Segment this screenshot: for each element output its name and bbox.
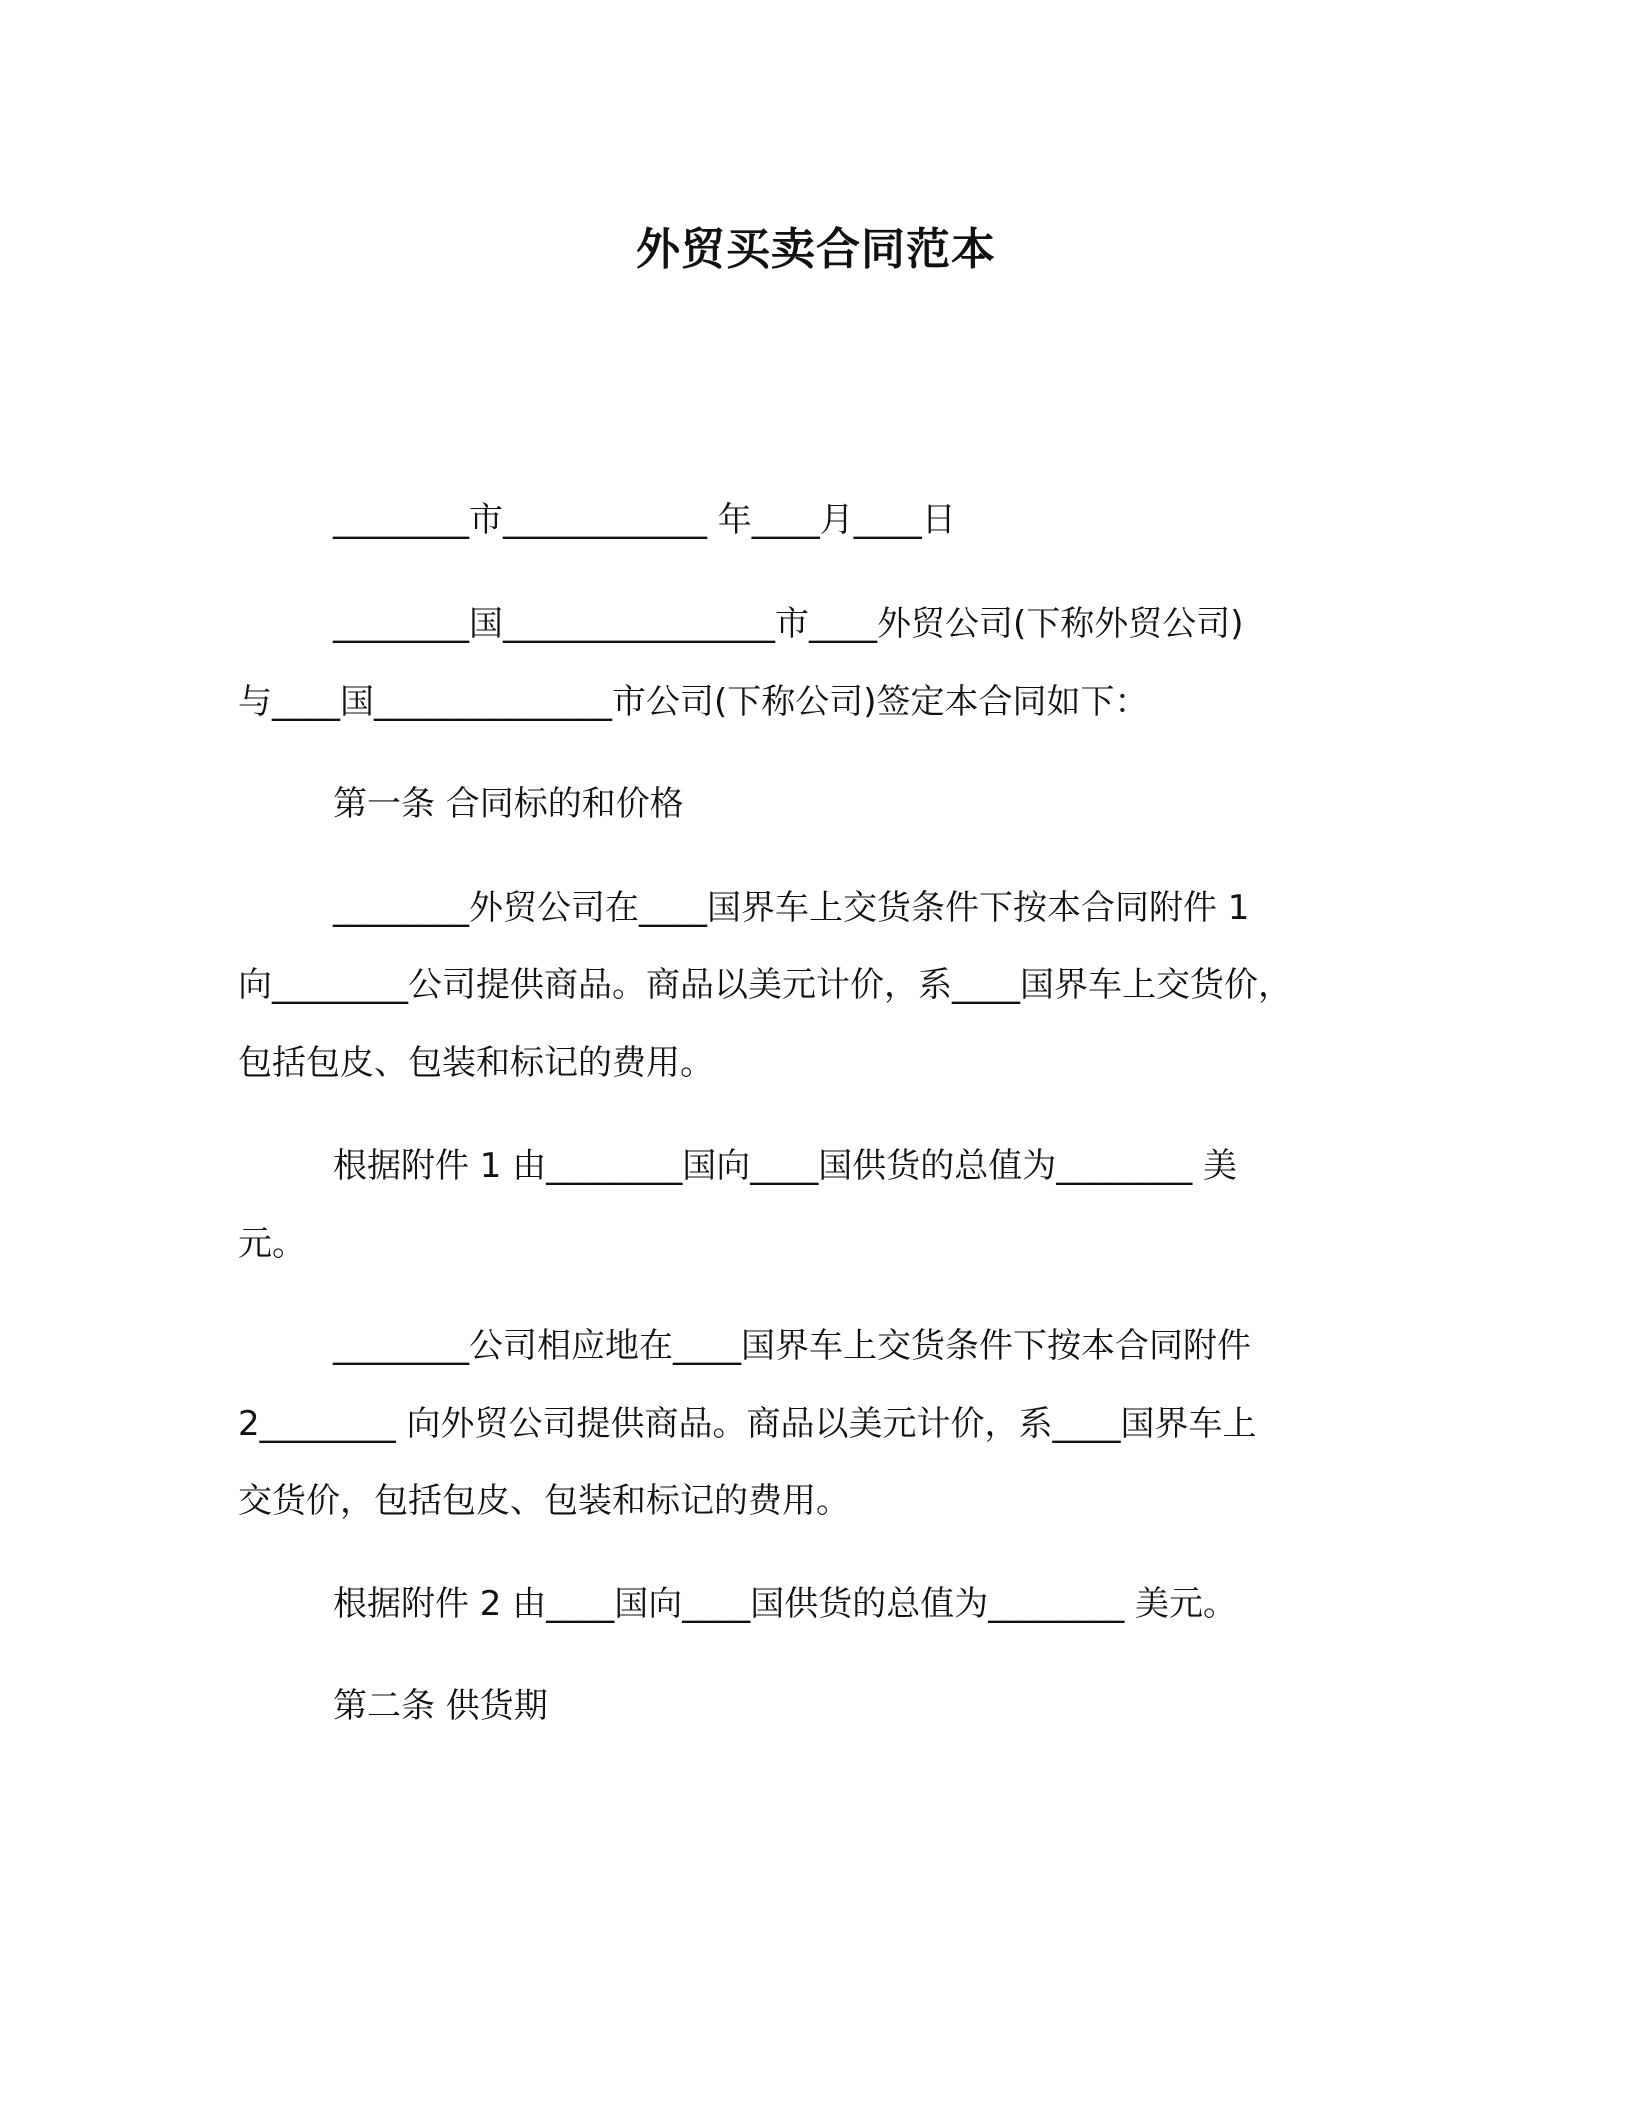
article-1-para-1-line-2: 向________公司提供商品。商品以美元计价，系____国界车上交货价，	[238, 965, 1292, 1005]
article-1-para-4-line-1: 根据附件 2 由____国向____国供货的总值为________ 美元。	[333, 1584, 1238, 1624]
parties-line-1: ________国________________市____外贸公司(下称外贸公司)	[333, 604, 1244, 644]
article-1-para-2-line-2: 元。	[238, 1224, 306, 1264]
article-1-para-3-line-1: ________公司相应地在____国界车上交货条件下按本合同附件	[333, 1326, 1251, 1366]
article-1-para-2-line-1: 根据附件 1 由________国向____国供货的总值为________ 美	[333, 1146, 1238, 1186]
parties-line-2: 与____国______________市公司(下称公司)签定本合同如下：	[238, 682, 1149, 722]
date-line: ________市____________ 年____月____日	[333, 500, 956, 540]
article-1-para-3-line-2: 2________ 向外贸公司提供商品。商品以美元计价，系____国界车上	[238, 1404, 1257, 1444]
article-1-heading: 第一条 合同标的和价格	[333, 784, 684, 824]
article-2-heading: 第二条 供货期	[333, 1686, 548, 1726]
article-1-para-3-line-3: 交货价，包括包皮、包装和标记的费用。	[238, 1481, 850, 1521]
document-title: 外贸买卖合同范本	[636, 224, 996, 275]
article-1-para-1-line-3: 包括包皮、包装和标记的费用。	[238, 1043, 714, 1083]
article-1-para-1-line-1: ________外贸公司在____国界车上交货条件下按本合同附件 1	[333, 888, 1250, 928]
